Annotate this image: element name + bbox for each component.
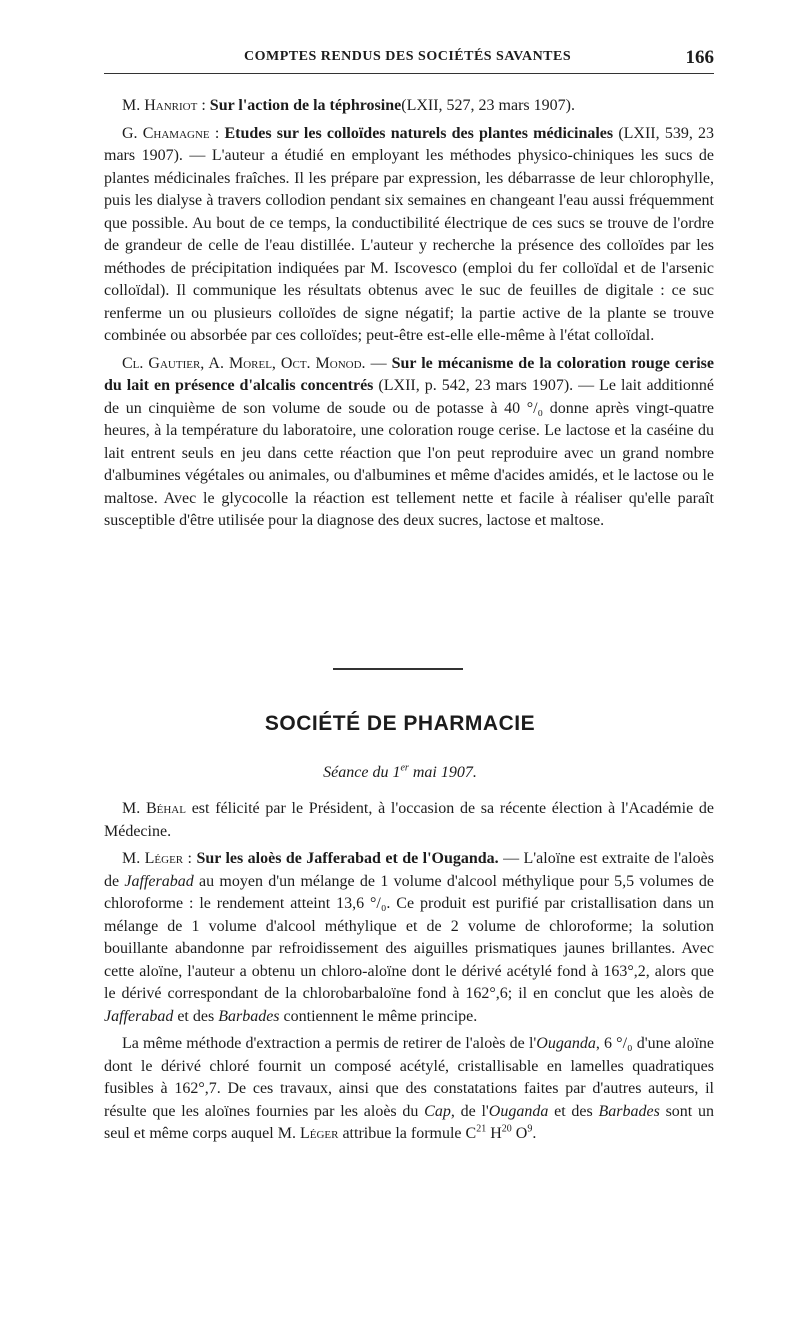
entry-title: Sur l'action de la téphrosine <box>209 97 402 114</box>
entry-author: M. Béhal <box>122 800 186 817</box>
header-rule <box>104 73 714 74</box>
entry-body: (LXII, p. 542, 23 mars 1907). — Le lait additionné de un cinquième de son volume de soude ou de potasse à 40 °/₀ donne après vingt-quatre heures, à la température du laboratoire, une coloration rouge cerise. Le lactose et la caséine du lait entrent seuls en jeu dans cette réaction que l'on peut reproduire avec un grand nombre d'albumines végétales ou animales, ou d'albumines et même d'acides amidés, et le lactose ou le maltose. Avec le glycocolle la réaction est tellement nette et facile à réaliser qu'elle paraît susceptible d'être utilisée pour la diagnose des deux sucres, lactose et maltose. <box>104 377 715 529</box>
societe-biologie-entries <box>104 95 714 538</box>
entry-author: M. Léger <box>277 1125 339 1142</box>
entry-leger: M. Léger : Sur les aloès de Jafferabad et de l'Ouganda. — L'aloïne est extraite de l'aloès de Jafferabad au moyen d'un mélange de 1 volume d'alcool méthylique pour 5,5 volumes de chloroforme : le rendement atteint 13,6 °/₀. Ce produit est purifié par cristallisation dans un mélange de 1 volume d'alcool méthylique et de 2 volume de chloroforme; la solution bouillante abandonne par refroidissement des aiguilles prismatiques jaunes brillantes. Avec cette aloïne, l'auteur a obtenu un chloro-aloïne dont le dérivé acétylé fond à 163°,2, alors que le dérivé correspondant de la chlorobarbaloïne fond à 162°,6; il en conclut que les aloès de Jafferabad et des Barbades contiennent le même principe. <box>104 850 714 1025</box>
entry-title: Etudes sur les colloïdes naturels des plantes médicinales <box>224 124 614 142</box>
running-title: COMPTES RENDUS DES SOCIÉTÉS SAVANTES <box>244 49 572 64</box>
entry-hanriot: M. Hanriot : Sur l'action de la téphrosine(LXII, 527, 23 mars 1907). <box>122 97 575 114</box>
entry-body: (LXII, 539, 23 mars 1907). — L'auteur a étudié en employant les méthodes physico-chiniques les sucs de plantes médicinales fraîches. Il les prépare par expression, les débarrasse de leur chlorophylle, puis les dialyse à travers collodion pendant six semaines en changeant l'eau aussi fréquemment que possible. Au bout de ce temps, la conductibilité électrique de ces sucs se trouve de l'ordre de grandeur de celle de l'eau distillée. L'auteur y recherche la présence des colloïdes par les méthodes de précipitation indiquées par M. Iscovesco (emploi du fer colloïdal et de l'arsenic colloïdal). Il communique les résultats obtenus avec le suc de feuilles de digitale : ce suc renferme un ou plusieurs colloïdes de signe négatif; la partie active de la plante se trouve combinée ou absorbée par ces colloïdes; peut-être est-elle elle-même à l'état colloïdal. <box>104 124 715 344</box>
page-number: 166 <box>685 47 714 68</box>
entry-author: G. Chamagne <box>122 124 210 142</box>
entry-author: M. Hanriot <box>122 97 198 114</box>
entry-leger-continued: La même méthode d'extraction a permis de retirer de l'aloès de l'Ouganda, 6 °/₀ d'une aloïne dont le dérivé chloré fournit un composé acétylé, cristallisable en lamelles quadratiques fusibles à 162°,7. De ces travaux, ainsi que des constatations faites par d'autres auteurs, il résulte que les aloïnes fournies par les aloès du Cap, de l'Ouganda et des Barbades sont un seul et même corps auquel M. Léger attribue la formule $C^{21}$ $H^{20}$ $O^9$. <box>104 1035 715 1142</box>
entry-title: Sur le mécanisme de la coloration rouge cerise du lait en présence d'alcalis concentrés <box>104 354 715 394</box>
entry-body: est félicité par le Président, à l'occasion de sa récente élection à l'Académie de Médecine. <box>104 800 714 840</box>
entry-author: M. Léger <box>122 850 184 867</box>
entry-author: Cl. Gautier, A. Morel, Oct. Monod. <box>122 354 366 372</box>
entry-behal <box>104 798 714 843</box>
entry-chamagne: G. Chamagne : Etudes sur les colloïdes naturels des plantes médicinales (LXII, 539, 23 mars 1907). — L'auteur a étudié en employant les méthodes physico-chiniques les sucs de plantes médicinales fraîches. Il les prépare par expression, les débarrasse de leur chlorophylle, puis les dialyse à travers collodion pendant six semaines en changeant l'eau aussi fréquemment que possible. Au bout de ce temps, la conductibilité électrique de ces sucs se trouve de l'ordre de grandeur de celle de l'eau distillée. L'auteur y recherche la présence des colloïdes par les méthodes de précipitation indiquées par M. Iscovesco (emploi du fer colloïdal et de l'arsenic colloïdal). Il communique les résultats obtenus avec le suc de feuilles de digitale : ce suc renferme un ou plusieurs colloïdes de signe négatif; la partie active de la plante se trouve combinée ou absorbée par ces colloïdes; peut-être est-elle elle-même à l'état colloïdal. <box>104 124 715 344</box>
section-title: SOCIÉTÉ DE PHARMACIE <box>264 712 536 735</box>
section-divider <box>333 668 463 670</box>
societe-pharmacie-entries <box>104 798 714 1151</box>
entry-title: Sur les aloès de Jafferabad et de l'Ouganda. <box>196 850 499 867</box>
page-header <box>104 47 714 73</box>
entry-gautier-morel-monod: Cl. Gautier, A. Morel, Oct. Monod. — Sur le mécanisme de la coloration rouge cerise du lait en présence d'alcalis concentrés (LXII, p. 542, 23 mars 1907). — Le lait additionné de un cinquième de son volume de soude ou de potasse à 40 °/₀ donne après vingt-quatre heures, à la température du laboratoire, une coloration rouge cerise. Le lactose et la caséine du lait entrent seuls en jeu dans cette réaction que l'on peut reproduire avec un grand nombre d'albumines végétales ou animales, ou d'albumines et même d'acides amidés, et le lactose ou le maltose. Avec le glycocolle la réaction est tellement nette et facile à réaliser qu'elle paraît susceptible d'être utilisée pour la diagnose des deux sucres, lactose et maltose. <box>104 354 715 529</box>
entry-body: (LXII, 527, 23 mars 1907). <box>401 97 575 114</box>
session-date: Séance du 1er mai 1907. <box>323 762 477 781</box>
